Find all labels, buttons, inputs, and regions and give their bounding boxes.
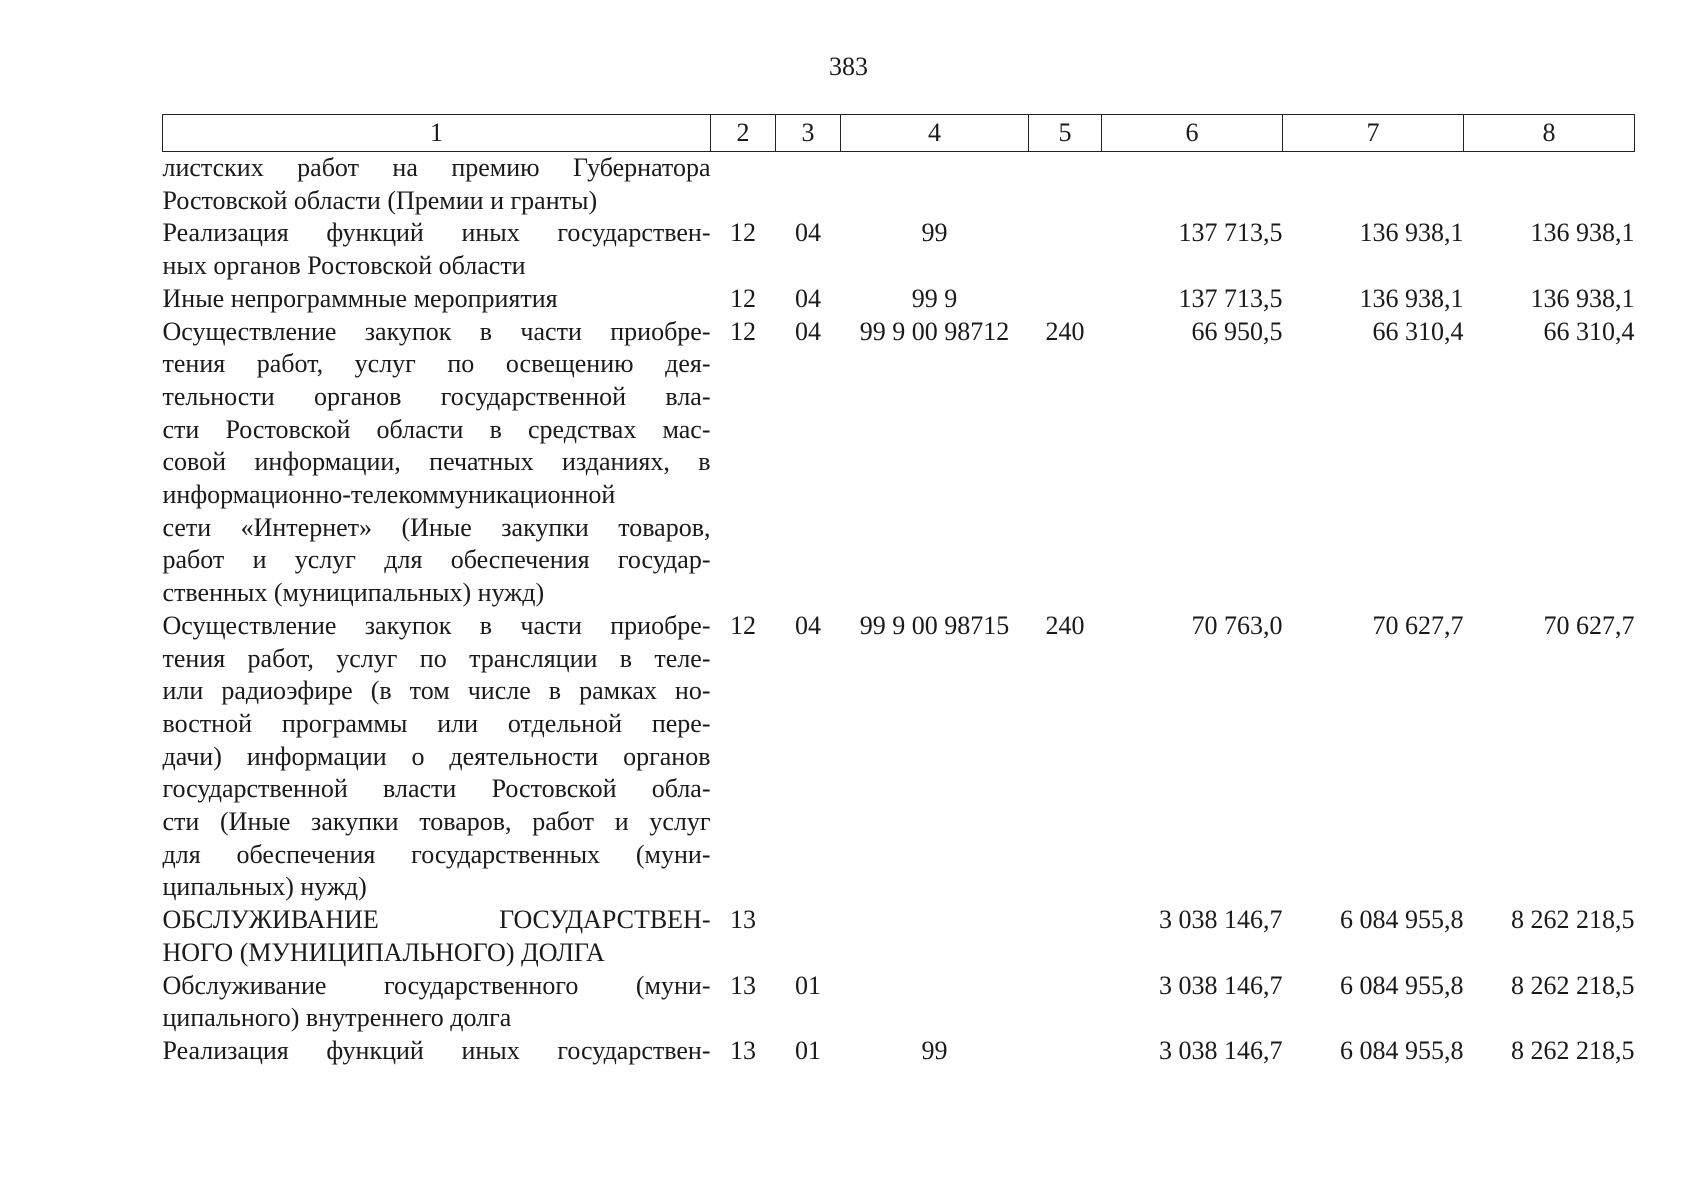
expense-type-code (1029, 283, 1102, 316)
row-description (163, 904, 711, 969)
description-line: Осуществление закупок в части приобре- (162, 316, 711, 346)
amount-col-6: 66 950,5 (1191, 316, 1283, 346)
description-line: сти Ростовской области в средствах мас- (162, 414, 711, 444)
description-line: Реализация функций иных государствен- (162, 1035, 711, 1065)
section-code: 12 (730, 610, 756, 640)
header-row (163, 115, 1635, 152)
amount-col-7 (1283, 152, 1464, 218)
amount-col-8: 70 627,7 (1543, 610, 1635, 640)
description-line: Осуществление закупок в части приобре- (162, 610, 711, 640)
expense-type-code (1029, 152, 1102, 218)
subsection-code (776, 152, 841, 218)
description-line: ОБСЛУЖИВАНИЕ ГОСУДАРСТВЕН- (162, 905, 711, 935)
section-code: 13 (730, 905, 756, 935)
target-article-code (841, 970, 1029, 1035)
column-header-8: 8 (1464, 115, 1635, 152)
amount-col-6: 137 713,5 (1178, 283, 1283, 313)
table-row (163, 217, 1635, 282)
section-code: 13 (730, 970, 756, 1000)
row-description (163, 316, 711, 610)
expense-type-code (1029, 217, 1102, 282)
amount-col-8: 8 262 218,5 (1511, 905, 1635, 935)
column-header-1: 1 (163, 115, 711, 152)
row-description (163, 970, 711, 1035)
amount-col-8 (1464, 152, 1635, 218)
description-line: сети «Интернет» (Иные закупки товаров, (162, 512, 711, 542)
budget-table (162, 114, 1635, 1068)
target-article-code: 99 9 (911, 283, 958, 313)
target-article-code (841, 904, 1029, 969)
description-line: государственной власти Ростовской обла- (162, 774, 711, 804)
section-code: 12 (730, 283, 756, 313)
description-line: тения работ, услуг по освещению дея- (162, 349, 711, 379)
target-article-code: 99 (921, 218, 948, 248)
description-line: дачи) информации о деятельности органов (162, 741, 711, 771)
amount-col-7: 136 938,1 (1359, 218, 1464, 248)
amount-col-6: 3 038 146,7 (1159, 1035, 1283, 1065)
subsection-code: 01 (795, 1035, 821, 1065)
amount-col-6 (1102, 152, 1283, 218)
section-code: 13 (730, 1035, 756, 1065)
amount-col-6: 3 038 146,7 (1159, 905, 1283, 935)
expense-type-code: 240 (1045, 316, 1085, 346)
amount-col-6: 137 713,5 (1178, 218, 1283, 248)
description-line: ных органов Ростовской области (162, 251, 526, 281)
subsection-code: 04 (795, 283, 821, 313)
amount-col-8: 66 310,4 (1543, 316, 1635, 346)
amount-col-8: 8 262 218,5 (1511, 1035, 1635, 1065)
column-header-5: 5 (1029, 115, 1102, 152)
table-row (163, 904, 1635, 969)
table-row (163, 283, 1635, 316)
description-line: Ростовской области (Премии и гранты) (162, 185, 598, 215)
section-code (711, 152, 776, 218)
section-code: 12 (730, 316, 756, 346)
table-row (163, 610, 1635, 904)
description-line: ственных (муниципальных) нужд) (162, 578, 545, 608)
amount-col-7: 6 084 955,8 (1340, 905, 1464, 935)
amount-col-7: 70 627,7 (1372, 610, 1464, 640)
subsection-code (776, 904, 841, 969)
description-line: или радиоэфире (в том числе в рамках но- (162, 676, 711, 706)
description-line: ципальных) нужд) (162, 872, 367, 902)
amount-col-8: 8 262 218,5 (1511, 970, 1635, 1000)
subsection-code: 04 (795, 316, 821, 346)
table-row (163, 970, 1635, 1035)
description-line: Иные непрограммные мероприятия (162, 283, 558, 313)
expense-type-code (1029, 1035, 1102, 1068)
description-line: работ и услуг для обеспечения государ- (162, 545, 711, 575)
description-line: сти (Иные закупки товаров, работ и услуг (162, 807, 711, 837)
expense-type-code (1029, 904, 1102, 969)
amount-col-6: 70 763,0 (1191, 610, 1283, 640)
description-line: Обслуживание государственного (муни- (162, 970, 711, 1000)
subsection-code: 01 (795, 970, 821, 1000)
target-article-code: 99 (921, 1035, 948, 1065)
column-header-4: 4 (841, 115, 1029, 152)
column-header-3: 3 (776, 115, 841, 152)
amount-col-7: 136 938,1 (1359, 283, 1464, 313)
target-article-code: 99 9 00 98715 (859, 610, 1010, 640)
row-description (163, 283, 711, 316)
expense-type-code: 240 (1045, 610, 1085, 640)
column-header-6: 6 (1102, 115, 1283, 152)
description-line: тельности органов государственной вла- (162, 381, 711, 411)
column-header-7: 7 (1283, 115, 1464, 152)
row-description (163, 610, 711, 904)
target-article-code (841, 152, 1029, 218)
amount-col-7: 6 084 955,8 (1340, 1035, 1464, 1065)
subsection-code: 04 (795, 610, 821, 640)
table-row (163, 316, 1635, 610)
table-row (163, 1035, 1635, 1068)
subsection-code: 04 (795, 218, 821, 248)
amount-col-7: 6 084 955,8 (1340, 970, 1464, 1000)
row-description (163, 1035, 711, 1068)
target-article-code: 99 9 00 98712 (859, 316, 1010, 346)
page-number: 383 (829, 52, 868, 81)
amount-col-6: 3 038 146,7 (1159, 970, 1283, 1000)
description-line: ципального) внутреннего долга (162, 1003, 512, 1033)
amount-col-8: 136 938,1 (1530, 283, 1635, 313)
row-description (163, 217, 711, 282)
description-line: листских работ на премию Губернатора (162, 153, 711, 182)
description-line: совой информации, печатных изданиях, в (162, 447, 711, 477)
description-line: Реализация функций иных государствен- (162, 218, 711, 248)
description-line: информационно-телекоммуникационной (162, 480, 616, 510)
amount-col-8: 136 938,1 (1530, 218, 1635, 248)
row-description (163, 152, 711, 218)
expense-type-code (1029, 970, 1102, 1035)
description-line: тения работ, услуг по трансляции в теле- (162, 643, 711, 673)
column-header-2: 2 (711, 115, 776, 152)
description-line: для обеспечения государственных (муни- (162, 839, 711, 869)
description-line: востной программы или отдельной пере- (162, 708, 711, 738)
section-code: 12 (730, 218, 756, 248)
description-line: НОГО (МУНИЦИПАЛЬНОГО) ДОЛГА (162, 937, 605, 967)
amount-col-7: 66 310,4 (1372, 316, 1464, 346)
table-row (163, 152, 1635, 218)
